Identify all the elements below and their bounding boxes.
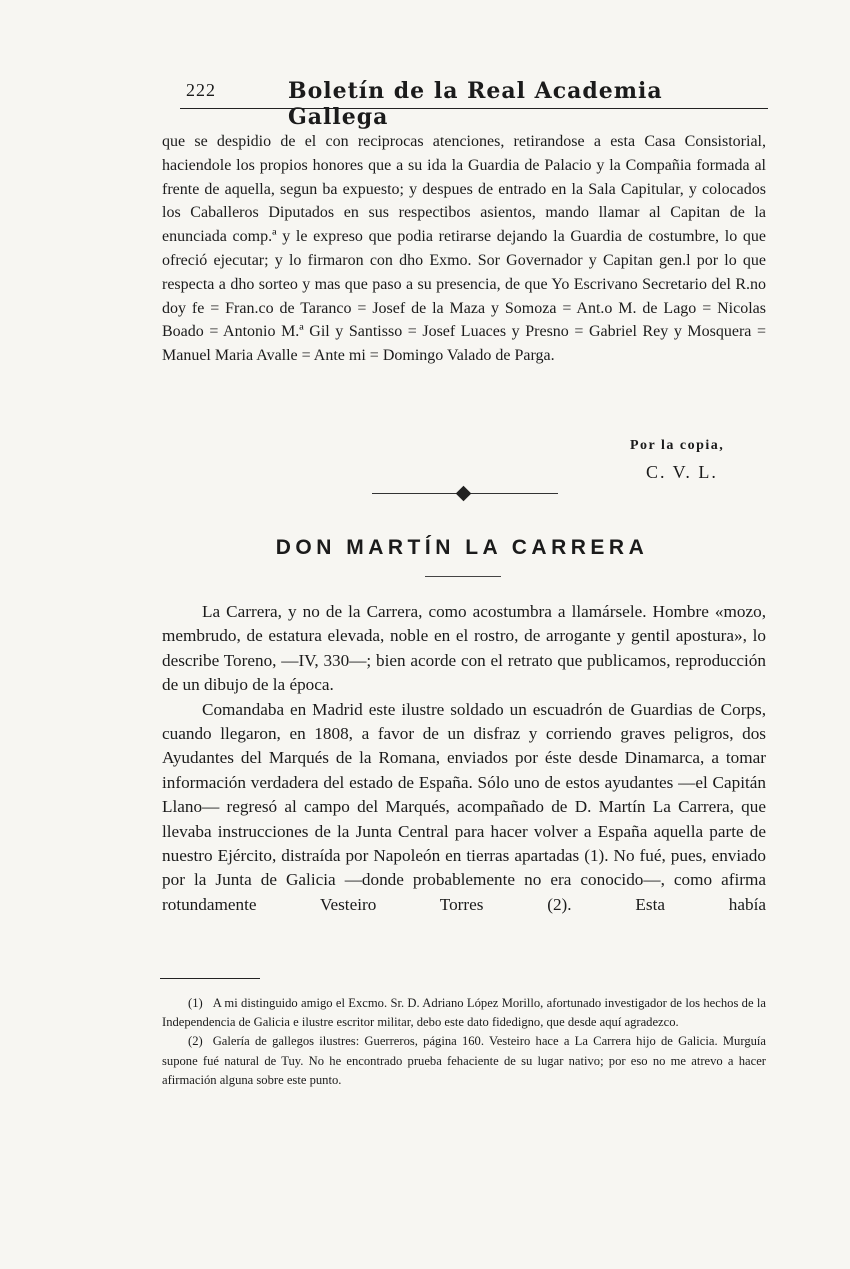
- title-rule: [425, 576, 501, 577]
- footnotes: [162, 994, 766, 1090]
- letter-text: [162, 130, 766, 368]
- page-number: 222: [186, 80, 216, 100]
- article-body: [162, 600, 766, 917]
- footnote-marker: (1): [188, 996, 203, 1010]
- footnote-2: [162, 1032, 766, 1090]
- copy-label: Por la copia,: [630, 438, 725, 453]
- footnote-text: A mi distinguido amigo el Excmo. Sr. D. Adriano López Morillo, afortunado investigador de los hechos de la Independencia de Galicia e ilustre escritor militar, debo este dato fidedigno, que desde aquí agradezco.: [162, 996, 766, 1030]
- journal-title: Boletín de la Real Academia Gallega: [288, 78, 663, 130]
- letter-paragraph: que se despidio de el con reciprocas atenciones, retirandose a esta Casa Consistorial, haciendole los propios honores que a su ida la Guardia de Palacio y la Compañia formada al frente de aquella, segun ba expuesto; y despues de entrado en la Sala Capitular, y colocados los Caballeros Diputados en sus respectibos asientos, mando llamar al Capitan de la enunciada comp.ª y le expreso que podia retirarse dejando la Guardia de costumbre, lo que ofreció ejecutar; y lo firmaron con dho Exmo. Sor Governador y Capitan gen.l por lo que respecta a dho sorteo y mas que paso a su presencia, de que Yo Escrivano Secretario del R.no doy fe = Fran.co de Taranco = Josef de la Maza y Somoza = Ant.o M. de Lago = Nicolas Boado = Antonio M.ª Gil y Santisso = Josef Luaces y Presno = Gabriel Rey y Mosquera = Manuel Maria Avalle = Ante mi = Domingo Valado de Parga.: [162, 133, 766, 365]
- ornament-diamond-icon: [456, 486, 472, 502]
- running-head: [180, 78, 768, 130]
- footnote-rule: [160, 978, 260, 979]
- article-title: DON MARTÍN LA CARRERA: [275, 536, 649, 559]
- footnote-text: Galería de gallegos ilustres: Guerreros, página 160. Vesteiro hace a La Carrera hijo de Galicia. Murguía supone fué natural de Tuy. No he encontrado prueba fehaciente de su lugar nativo; por eso no me atrevo a hacer afirmación alguna sobre este punto.: [162, 1034, 766, 1087]
- footnote-1: [162, 994, 766, 1032]
- signature-initials: C. V. L.: [646, 462, 718, 482]
- article-paragraph: La Carrera, y no de la Carrera, como acostumbra a llamársele. Hombre «mozo, membrudo, de estatura elevada, noble en el rostro, de arrogante y gentil apostura», lo describe Toreno, —IV, 330—; bien acorde con el retrato que publicamos, reproducción de un dibujo de la época.: [162, 602, 766, 695]
- article-paragraph: Comandaba en Madrid este ilustre soldado un escuadrón de Guardias de Corps, cuando llegaron, en 1808, a favor de un disfraz y corriendo graves peligros, dos Ayudantes del Marqués de la Romana, enviados por éste desde Dinamarca, a tomar información verdadera del estado de España. Sólo uno de estos ayudantes —el Capitán Llano— regresó al campo del Marqués, acompañado de D. Martín La Carrera, que llevaba instrucciones de la Junta Central para hacer volver a España aquella parte de nuestro Ejército, distraída por Napoleón en tierras apartadas (1). No fué, pues, enviado por la Junta de Galicia —donde probablemente no era conocido—, como afirma rotundamente Vesteiro Torres (2). Esta había: [162, 699, 766, 914]
- footnote-marker: (2): [188, 1034, 203, 1049]
